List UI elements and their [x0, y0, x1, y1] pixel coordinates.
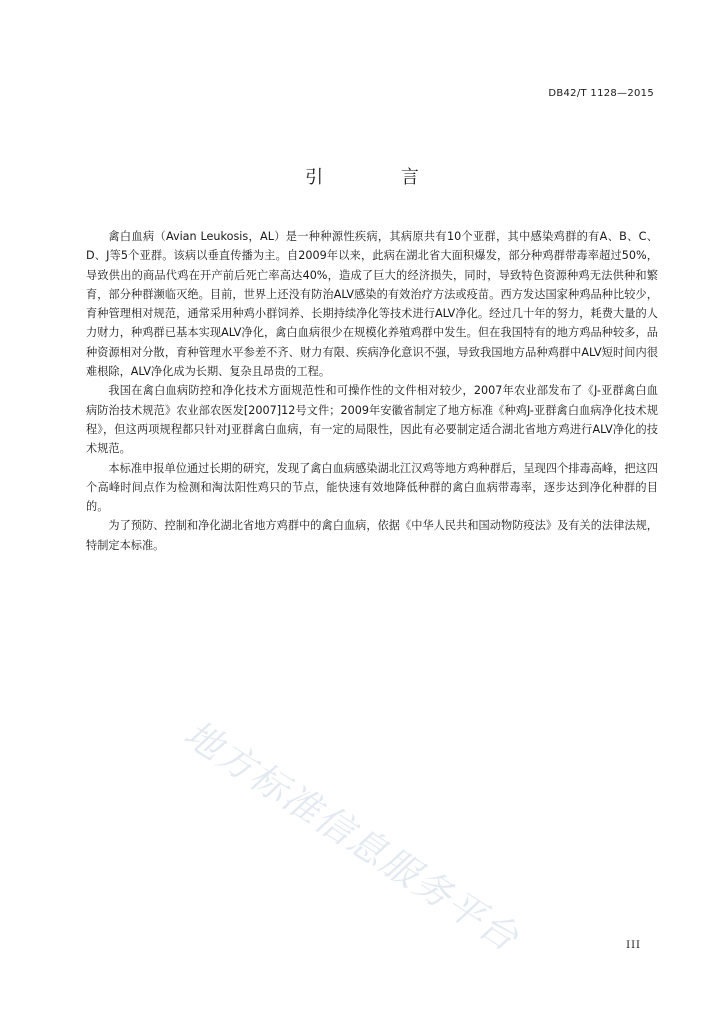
watermark: 地方标准信息服务平台: [176, 711, 527, 961]
paragraph-2: 我国在禽白血病防控和净化技术方面规范性和可操作性的文件相对较少，2007年农业部发布了《J-亚群禽白血病防治技术规范》农业部农医发[2007]12号文件；2009年安徽省制定了地方标准《种鸡J-亚群禽白血病净化技术规程》，但这两项规程都只针对J亚群禽白血病，有一定的局限性，因此有必要制定适合湖北省地方鸡进行ALV净化的技术规范。: [86, 384, 658, 456]
paragraph-3: 本标准申报单位通过长期的研究，发现了禽白血病感染湖北江汉鸡等地方鸡种群后，呈现四个排毒高峰，把这四个高峰时间点作为检测和淘汰阳性鸡只的节点，能快速有效地降低种群的禽白血病带毒率，逐步达到净化种群的目的。: [86, 461, 658, 514]
page-title: 引 言: [305, 167, 455, 188]
standard-code: DB42/T 1128—2015: [548, 88, 654, 99]
page-number: III: [626, 940, 641, 951]
paragraph-1: 禽白血病（Avian Leukosis，AL）是一种种源性疾病，其病原共有10个亚群，其中感染鸡群的有A、B、C、D、J等5个亚群。该病以垂直传播为主。自2009年以来，此病在湖北省大面积爆发，部分种鸡群带毒率超过50%，导致供出的商品代鸡在开产前后死亡率高达40%，造成了巨大的经济损失，同时，导致特色资源种鸡无法供种和繁育，部分种群濒临灭绝。目前，世界上还没有防治ALV感染的有效治疗方法或疫苗。西方发达国家种鸡品种比较少，育种管理相对规范，通常采用种鸡小群饲养、长期持续净化等技术进行ALV净化。经过几十年的努力，耗费大量的人力财力，种鸡群已基本实现ALV净化，禽白血病很少在规模化养殖鸡群中发生。但在我国特有的地方鸡品种较多，品种资源相对分散，育种管理水平参差不齐、财力有限、疾病净化意识不强，导致我国地方品种鸡群中ALV短时间内很难根除，ALV净化成为长期、复杂且昂贵的工程。: [86, 230, 658, 379]
paragraph-4: 为了预防、控制和净化湖北省地方鸡群中的禽白血病，依据《中华人民共和国动物防疫法》及有关的法律法规，特制定本标准。: [86, 519, 658, 552]
body-text: [86, 227, 658, 555]
